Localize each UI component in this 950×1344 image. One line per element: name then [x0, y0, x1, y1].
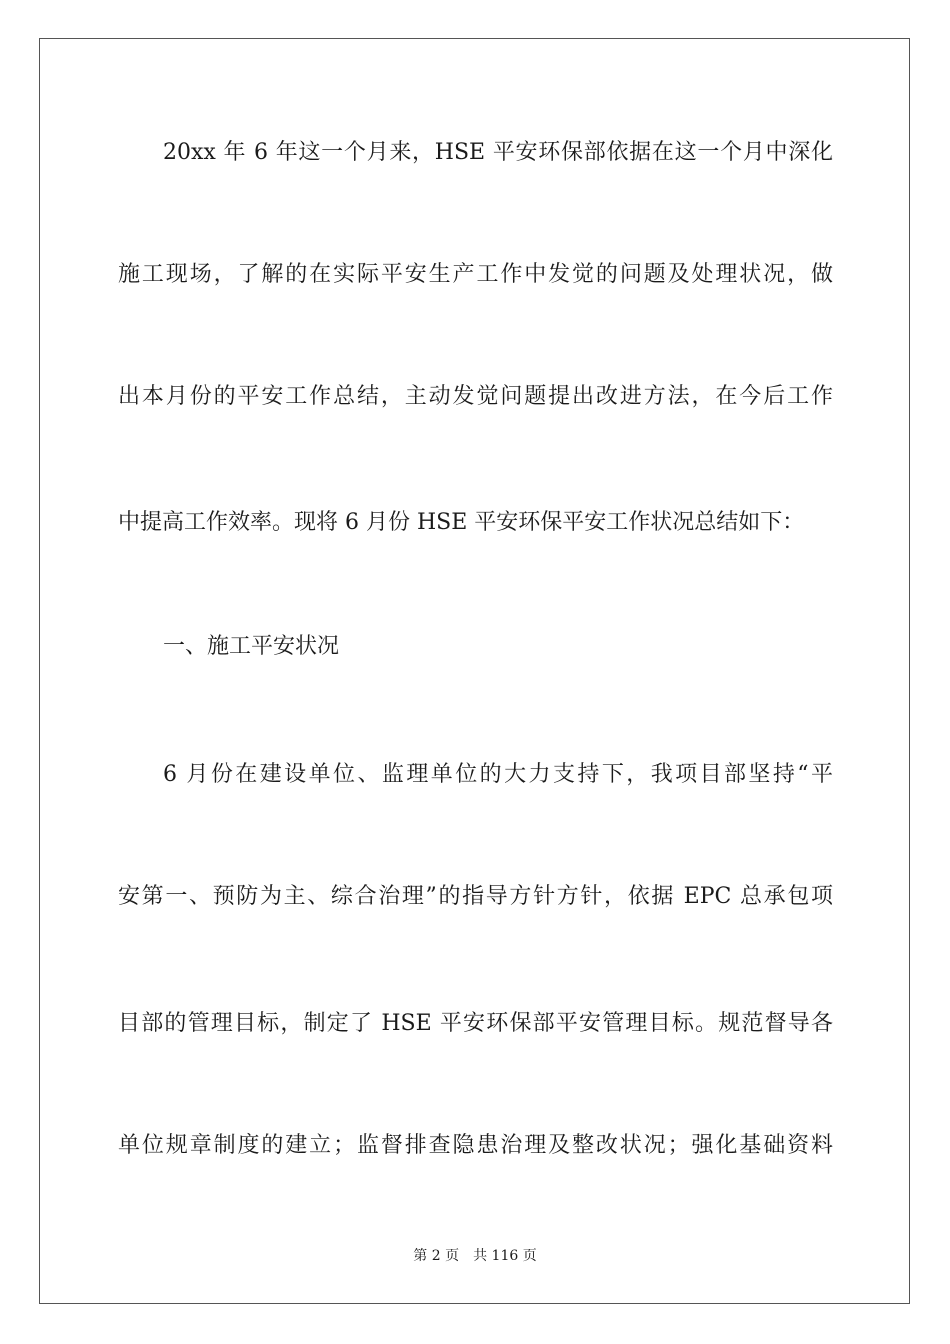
paragraph-2-line-1: 6 月份在建设单位、监理单位的大力支持下，我项目部坚持“平 — [163, 762, 833, 787]
page-footer — [0, 1247, 950, 1265]
paragraph-1-line-4: 中提高工作效率。现将 6 月份 HSE 平安环保平安工作状况总结如下： — [118, 510, 805, 535]
paragraph-1-line-1: 20xx 年 6 年这一个月来，HSE 平安环保部依据在这一个月中深化 — [163, 140, 833, 165]
page-number: 第 2 页 — [413, 1248, 460, 1264]
paragraph-2-line-3: 目部的管理目标，制定了 HSE 平安环保部平安管理目标。规范督导各 — [118, 1011, 833, 1036]
paragraph-2-line-2: 安第一、预防为主、综合治理”的指导方针方针，依据 EPC 总承包项 — [118, 884, 833, 909]
paragraph-2-line-4: 单位规章制度的建立；监督排查隐患治理及整改状况；强化基础资料 — [118, 1133, 833, 1158]
paragraph-1-line-2: 施工现场，了解的在实际平安生产工作中发觉的问题及处理状况，做 — [118, 262, 833, 287]
section-heading: 一、施工平安状况 — [163, 634, 340, 659]
paragraph-1-line-3: 出本月份的平安工作总结，主动发觉问题提出改进方法，在今后工作 — [118, 384, 833, 409]
page-border — [39, 38, 910, 1304]
page-total: 共 116 页 — [473, 1248, 537, 1264]
